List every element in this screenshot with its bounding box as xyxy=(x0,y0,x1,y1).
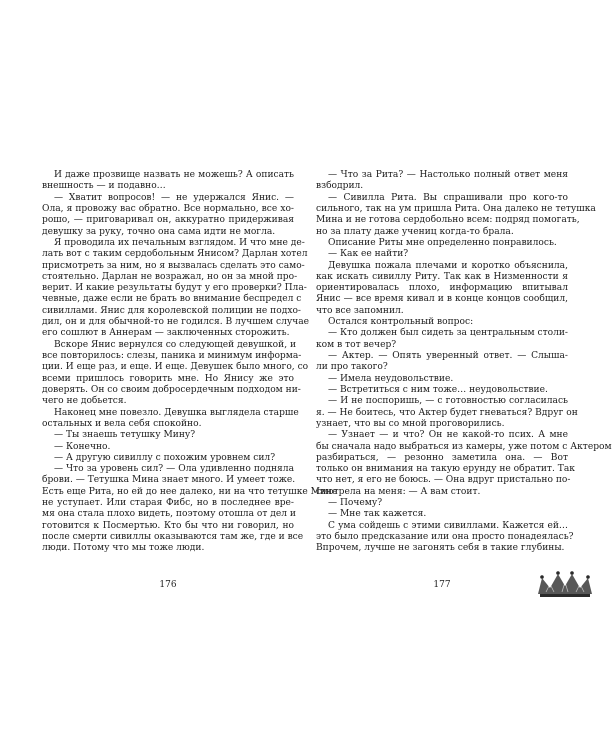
text-line: — Встретиться с ним тоже… неудовольствие. xyxy=(328,384,548,395)
text-line: Вскоре Янис вернулся со следующей девушкой, и xyxy=(54,339,297,350)
text-line: но за плату даже учениц когда-то брала. xyxy=(316,226,514,237)
page-number-left: 176 xyxy=(159,580,177,590)
text-line: — Как ее найти? xyxy=(328,249,409,260)
text-line: С ума сойдешь с этими сивиллами. Кажется ей… xyxy=(328,520,568,531)
text-line: рошо, — приговаривал он, аккуратно придерживая xyxy=(42,215,294,226)
text-line: я. — Не боитесь, что Актер будет гневаться? Вдруг он xyxy=(316,407,578,418)
text-line: узнает, что вы со мной проговорились. xyxy=(316,418,505,429)
text-line: что нет, я его не боюсь. — Она вдруг пристально по- xyxy=(316,475,571,486)
text-line: стоятельно. Дарлан не возражал, но он за мной про- xyxy=(42,271,298,282)
text-line: смотрела на меня: — А вам стоит. xyxy=(316,486,481,497)
text-line: — Что за Рита? — Настолько полный ответ меня xyxy=(328,170,568,180)
text-line: Я проводила их печальным взглядом. И что мне де- xyxy=(54,237,305,248)
text-line: что все запомнил. xyxy=(316,305,404,316)
right-page-text xyxy=(316,170,612,555)
text-line: — Конечно. xyxy=(54,441,111,452)
text-line: ции. И еще раз, и еще. И еще. Девушек было много, со xyxy=(42,362,309,373)
text-line: дил, он и для обычной-то не годился. В лучшем случае xyxy=(42,317,310,328)
text-line: ком в тот вечер? xyxy=(316,339,397,350)
text-line: — А другую сивиллу с похожим уровнем сил? xyxy=(54,452,276,463)
text-line: брови. — Тетушка Мина знает много. И умеет тоже. xyxy=(42,475,296,486)
text-line: Есть еще Рита, но ей до нее далеко, ни на что тетушке Мине xyxy=(42,486,338,497)
crown-icon xyxy=(536,570,594,598)
text-line: ли про такого? xyxy=(316,362,388,373)
text-line: чевные, даже если не брать во внимание беспредел с xyxy=(42,294,302,305)
left-page-text xyxy=(42,170,338,555)
text-line: не уступает. Или старая Фибс, но в последнее вре- xyxy=(42,498,294,509)
text-line: все повторилось: слезы, паника и минимум информа- xyxy=(42,351,302,361)
text-line: И даже прозвище назвать не можешь? А описать xyxy=(54,170,294,180)
text-line: — Что за уровень сил? — Ола удивленно подняла xyxy=(54,464,294,475)
text-line: — Сивилла Рита. Вы спрашивали про кого-то xyxy=(328,192,568,203)
text-line: Мина и не готова сердобольно всем: подряд помогать, xyxy=(316,215,580,226)
text-line: — Мне так кажется. xyxy=(328,509,427,520)
text-line: Описание Риты мне определенно понравилось. xyxy=(328,237,557,248)
text-line: внешность — и подавно… xyxy=(42,181,166,192)
text-line: разбираться, — резонно заметила она. — Вот xyxy=(316,452,568,463)
text-line: присмотреть за ним, но я вызвалась сделать это само- xyxy=(42,260,305,271)
text-line: остальных и вела себя спокойно. xyxy=(42,418,202,429)
text-line: — Почему? xyxy=(328,498,383,509)
text-line: люди. Потому что мы тоже люди. xyxy=(42,543,205,554)
text-line: это было предсказание или она просто понадеялась? xyxy=(316,532,574,542)
text-line: как искать сивиллу Риту. Так как в Низменности я xyxy=(316,271,568,282)
text-line: — Узнает — и что? Он не какой-то псих. А мне xyxy=(328,430,568,441)
text-line: Остался контрольный вопрос: xyxy=(328,317,474,328)
text-line: — Актер. — Опять уверенный ответ. — Слыша- xyxy=(328,351,568,361)
text-line: Впрочем, лучше не загонять себя в такие глубины. xyxy=(316,543,565,554)
text-line: готовится к Посмертью. Кто бы что ни говорил, но xyxy=(42,520,294,531)
text-line: только он внимания на такую ерунду не обратит. Так xyxy=(316,464,575,475)
text-line: верит. И какие результаты будут у его проверки? Пла- xyxy=(42,283,307,294)
text-line: — И не поспоришь, — с готовностью согласилась xyxy=(328,396,568,407)
text-line: — Имела неудовольствие. xyxy=(328,373,454,384)
page-number-right: 177 xyxy=(433,580,451,590)
text-line: Янис — все время кивал и в конце концов сообщил, xyxy=(316,294,568,305)
text-line: мя она стала плохо видеть, поэтому отошла от дел и xyxy=(42,509,296,520)
text-line: сильного, так на ум пришла Рита. Она далеко не тетушка xyxy=(316,203,596,214)
text-line: — Кто должен был сидеть за центральным столи- xyxy=(328,328,568,339)
text-line: взбодрил. xyxy=(316,181,364,192)
text-line: сивиллами. Янис для королевской полиции не подхо- xyxy=(42,305,301,316)
text-line: лать вот с таким сердобольным Янисом? Дарлан хотел xyxy=(42,249,308,260)
text-line: после смерти сивиллы оказываются там же, где и все xyxy=(42,532,304,542)
text-line: — Ты знаешь тетушку Мину? xyxy=(54,430,196,441)
text-line: доверять. Он со своим добросердечным подходом ни- xyxy=(42,384,301,395)
text-line: — Хватит вопросов! — не удержался Янис. — xyxy=(54,192,294,203)
text-line: девушку за руку, точно она сама идти не могла. xyxy=(42,226,276,237)
text-line: ориентировалась плохо, информацию впитывал xyxy=(316,283,568,294)
text-line: бы сначала надо выбраться из камеры, уже потом с Актером xyxy=(316,441,612,452)
text-line: Наконец мне повезло. Девушка выглядела старше xyxy=(54,407,299,418)
text-line: Ола, я провожу вас обратно. Все нормально, все хо- xyxy=(42,203,294,214)
text-line: его сошлют в Аннерам — заключенных сторожить. xyxy=(42,328,290,339)
text-line: всеми пришлось говорить мне. Но Янису же это xyxy=(42,373,294,384)
text-line: чего не добьется. xyxy=(42,396,127,407)
text-line: Девушка пожала плечами и коротко объяснила, xyxy=(328,260,568,271)
